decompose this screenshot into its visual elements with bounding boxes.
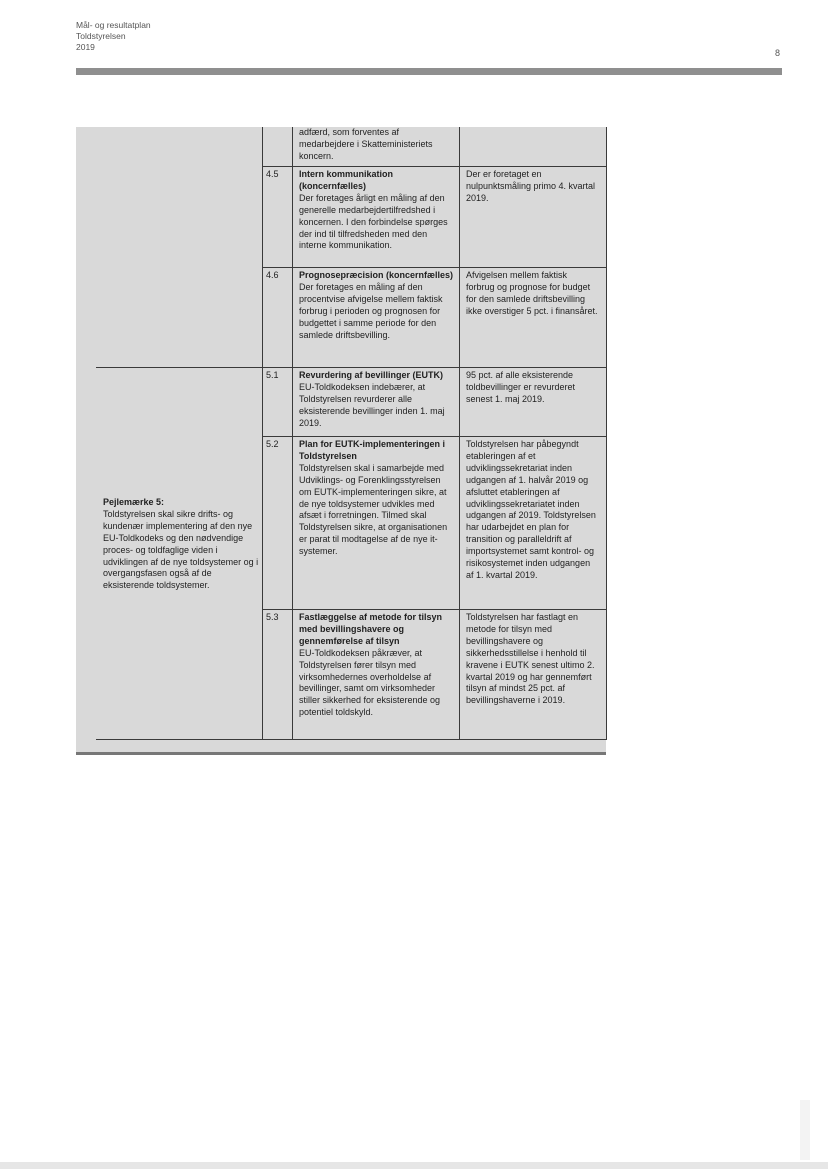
- row-divider: [96, 367, 607, 368]
- row-target: Afvigelsen mellem faktisk forbrug og prognose for budget for den samlede driftsbevilling ikke overstiger 5 pct. i finansåret.: [466, 270, 598, 316]
- row-divider: [96, 739, 607, 740]
- document-header: [76, 20, 151, 53]
- row-title: Plan for EUTK-implementeringen i Toldstyrelsen: [299, 439, 446, 461]
- header-line-1: Mål- og resultatplan: [76, 20, 151, 30]
- table-row: [299, 270, 455, 341]
- row-divider: [262, 436, 607, 437]
- row-target: Der er foretaget en nulpunktsmåling primo 4. kvartal 2019.: [466, 169, 596, 203]
- goal-text: Toldstyrelsen skal sikre drifts- og kundenær implementering af den nye EU-Toldkodeks og den nødvendige proces- og toldfaglige viden i udviklingen af de nye toldsystemer og i overgangsfasen også af de eksisterende toldsystemer.: [103, 508, 259, 591]
- row-number: 4.5: [266, 169, 279, 179]
- row-title: Fastlæggelse af metode for tilsyn med bevillingshavere og gennemførelse af tilsyn: [299, 612, 443, 646]
- table-row: [299, 612, 455, 719]
- goal-cell: [103, 497, 263, 592]
- column-divider: [292, 127, 293, 739]
- row-title: Intern kommunikation (koncernfælles): [299, 169, 394, 191]
- header-rule: [76, 68, 782, 75]
- row-divider: [262, 267, 607, 268]
- column-divider: [459, 127, 460, 739]
- row-number: 5.2: [266, 439, 279, 449]
- row-number: 4.6: [266, 270, 279, 280]
- row-target: Toldstyrelsen har fastlagt en metode for tilsyn med bevillingshavere og sikkerhedsstillelse i henhold til kravene i EUTK senest ultimo 2. kvartal 2019 og har gennemført tilsyn af mindst 25 pct. af bevillingshaverne i 2019.: [466, 612, 595, 706]
- page-number: 8: [775, 48, 781, 58]
- row-description: EU-Toldkodeksen indebærer, at Toldstyrelsen revurderer alle eksisterende bevillinger inden 1. maj 2019.: [299, 381, 445, 428]
- row-target: 95 pct. af alle eksisterende toldbevillinger er revurderet senest 1. maj 2019.: [466, 370, 576, 404]
- table-row: [299, 370, 455, 430]
- table-row: [299, 439, 455, 558]
- row-target: Toldstyrelsen har påbegyndt etableringen af et udviklingssekretariat inden udgangen af 1. halvår 2019 og afsluttet etableringen af udviklingssekretariatet inden udgangen af 2019. Toldstyrelsen har udarbejdet en plan for transition og paralleldrift af importsystemet samt kontrol- og risikosystemet inden udgangen af 1. kvartal 2019.: [466, 439, 596, 580]
- results-table: [76, 127, 606, 752]
- row-number: 5.1: [266, 370, 279, 380]
- column-divider: [262, 127, 263, 739]
- row-title: Prognosepræcision (koncernfælles): [299, 270, 454, 280]
- row-number: 5.3: [266, 612, 279, 622]
- scan-edge: [0, 1162, 828, 1169]
- row-description: EU-Toldkodeksen påkræver, at Toldstyrelsen fører tilsyn med virksomhedernes overholdelse af bevillinger, samt om virksomheder stiller sikkerhed for eksisterende og potentiel toldskyld.: [299, 647, 441, 718]
- row-description: Toldstyrelsen skal i samarbejde med Udviklings- og Forenklingsstyrelsen om EUTK-implementeringen sikre, at de nye toldsystemer udvikles med afsæt i forretningen. Tilmed skal Toldstyrelsen sikre, at organisationen er parat til modtagelse af de nye it-systemer.: [299, 462, 448, 557]
- row-description: Der foretages en måling af den procentvise afvigelse mellem faktisk forbrug i perioden og prognosen for budgettet i samme periode for den samlede driftsbevilling.: [299, 281, 443, 340]
- table-row: [299, 127, 455, 163]
- scan-shadow: [800, 1100, 810, 1160]
- goal-title: Pejlemærke 5:: [103, 497, 165, 507]
- column-divider: [606, 127, 607, 739]
- row-divider: [262, 166, 607, 167]
- row-description: adfærd, som forventes af medarbejdere i Skatteministeriets koncern.: [299, 127, 433, 161]
- row-divider: [262, 609, 607, 610]
- header-line-2: Toldstyrelsen: [76, 31, 126, 41]
- row-title: Revurdering af bevillinger (EUTK): [299, 370, 444, 380]
- table-bottom-rule: [76, 752, 606, 755]
- row-description: Der foretages årligt en måling af den generelle medarbejdertilfredshed i koncernen. I den forbindelse spørges der ind til tilfredsheden med den interne kommunikation.: [299, 192, 448, 251]
- header-line-3: 2019: [76, 42, 95, 52]
- table-row: [299, 169, 455, 252]
